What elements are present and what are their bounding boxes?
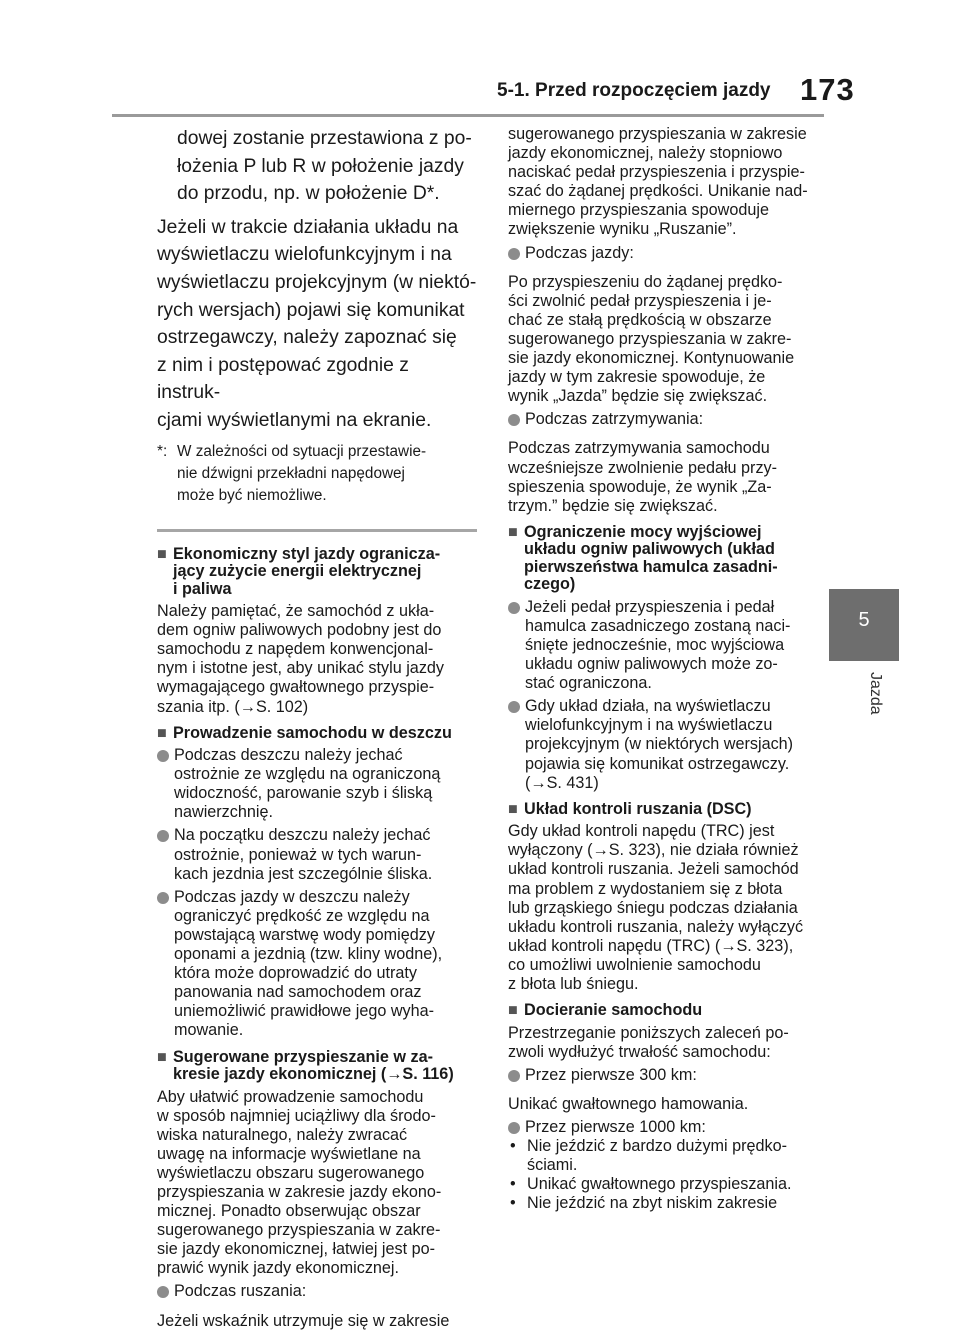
dsc-text (508, 822, 834, 994)
text-line: cjami wyświetlanymi na ekranie. (157, 409, 432, 431)
text-line: co umożliwi uwolnienie samochodu (508, 955, 761, 974)
text-line: Na początku deszczu należy jechać (174, 826, 431, 845)
text-line: wyświetlaczu obszaru sugerowanego (157, 1163, 425, 1182)
heading-text: Docieranie samochodu (524, 1001, 703, 1020)
text-line: Należy pamiętać, że samochód z ukła- (157, 602, 435, 621)
text-line: Unikać gwałtownego przyspieszania. (527, 1175, 792, 1194)
text-line: czego) (524, 575, 576, 594)
bullet-text: Podczas zatrzymywania: (525, 410, 704, 429)
intro-paragraph (157, 125, 477, 208)
text-line: kresie jazdy ekonomicznej (→S. 116) (173, 1065, 454, 1083)
text-line: dem ogniw paliwowych podobny jest do (157, 621, 442, 640)
round-bullet-icon (157, 1282, 174, 1301)
text-line: jazdy ekonomicznej, należy stopniowo (508, 144, 783, 163)
text-line: Po przyspieszeniu do żądanej prędko- (508, 272, 783, 291)
square-bullet-icon: ■ (157, 723, 167, 742)
text-line: układu kontroli ruszania, należy wyłączyć (508, 917, 804, 936)
text-line: Unikać gwałtownego hamowania. (508, 1094, 749, 1113)
text-line: sie jazdy ekonomicznej. Kontynuowanie (508, 349, 795, 368)
text-line: może być niemożliwe. (177, 486, 327, 504)
text-line: Jeżeli pedał przyspieszenia i pedał (525, 597, 775, 616)
square-bullet-icon: ■ (508, 1001, 518, 1020)
text-line: ostrożnie ze względu na ograniczoną (174, 765, 441, 784)
right-column (508, 125, 834, 1213)
text-line: Podczas zatrzymywania samochodu (508, 439, 770, 458)
text-line: projekcyjnym (w niektórych wersjach) (525, 735, 794, 754)
text-line: spieszenia spowoduje, że wynik „Za- (508, 477, 772, 496)
text-line: wyłączony (→S. 323), nie działa również (508, 841, 799, 860)
text-line: ściami. (527, 1156, 578, 1175)
text-line: do przodu, np. w położenie D*. (177, 183, 440, 205)
text-line: nie dźwigni przekładni napędowej (177, 464, 405, 482)
text-line: szania itp. (→S. 102) (157, 697, 309, 716)
text-line: układu ogniw paliwowych (układ (524, 540, 775, 559)
chapter-number: 5 (858, 609, 870, 631)
text-line: oponami a jezdnią (tzw. kliny wodne), (174, 945, 443, 964)
round-bullet-icon (157, 888, 174, 1041)
heading-text: Układ kontroli ruszania (DSC) (524, 799, 752, 818)
text-line: prawić wynik jazdy ekonomicznej. (157, 1259, 400, 1278)
drive-text (508, 273, 834, 407)
text-line: układ kontroli ruszania. Jeżeli samochód (508, 860, 799, 879)
text-line: zwiększenie wyniku „Ruszanie”. (508, 220, 737, 239)
text-line: układ kontroli napędu (TRC) (→S. 323), (508, 936, 794, 955)
text-line: Nie jeździć na zbyt niskim zakresie (527, 1194, 778, 1213)
text-line: mowanie. (174, 1021, 244, 1040)
text-line: pojawia się komunikat ostrzegawczy. (525, 754, 790, 773)
break-in-heading (508, 1002, 834, 1020)
first-300km-bullet (508, 1066, 834, 1085)
text-line: samochodu z napędem konwencjonal- (157, 640, 434, 659)
list-bullet: • (510, 1137, 516, 1156)
text-line: zwoli wydłużyć trwałość samochodu: (508, 1042, 771, 1061)
round-bullet-icon (508, 410, 525, 429)
section-divider (157, 529, 477, 532)
text-line: (→S. 431) (525, 773, 599, 792)
square-bullet-icon: ■ (508, 522, 518, 541)
text-line: łożenia P lub R w położenie jazdy (177, 155, 464, 177)
power-bullet-1 (508, 598, 834, 693)
text-line: śnięte jednocześnie, moc wyjściowa (525, 635, 785, 654)
text-line: wielofunkcyjnym i na wyświetlaczu (525, 716, 773, 735)
text-line: Przestrzeganie poniższych zaleceń po- (508, 1023, 789, 1042)
text-line: Nie jeździć z bardzo dużymi prędko- (527, 1137, 788, 1156)
start-text (157, 1312, 477, 1331)
power-bullet-2 (508, 697, 834, 792)
rain-bullet-3 (157, 888, 477, 1041)
rain-bullet-2 (157, 826, 477, 883)
text-line: z nim i postępować zgodnie z instruk- (157, 354, 409, 404)
text-line: wyświetlaczu projekcyjnym (w niektó- (157, 271, 477, 293)
text-line: chać ze stałą prędkością w obszarze (508, 310, 772, 329)
text-line: hamulca zasadniczego zostaną naci- (525, 616, 791, 635)
bullet-text: Przez pierwsze 300 km: (525, 1065, 697, 1084)
text-line: wymagającego gwałtownego przyspie- (157, 678, 435, 697)
text-line: panowania nad samochodem oraz (174, 983, 422, 1002)
text-line: wiska naturalnego, należy zwracać (157, 1125, 408, 1144)
start-continued (508, 125, 834, 240)
text-line: W zależności od sytuacji przestawie- (177, 442, 427, 460)
text-line: lub grząskiego śniegu podczas działania (508, 898, 798, 917)
start-bullet (157, 1282, 477, 1301)
round-bullet-icon (508, 1066, 525, 1085)
text-line: w sposób najmniej uciążliwy dla środo- (157, 1106, 436, 1125)
text-line: wcześniejsze zwolnienie pedału przy- (508, 458, 778, 477)
text-line: dowej zostanie przestawiona z po- (177, 128, 472, 149)
eco-heading (157, 546, 477, 599)
text-line: która może doprowadzić do utraty (174, 964, 417, 983)
text-line: sugerowanego przyspieszania w zakresie (508, 125, 807, 143)
list-bullet: • (510, 1194, 516, 1213)
text-line: ostrożnie, ponieważ w tych warun- (174, 845, 422, 864)
first-1000km-bullet (508, 1118, 834, 1137)
round-bullet-icon (157, 826, 174, 883)
text-line: rych wersjach) pojawi się komunikat (157, 299, 465, 321)
text-line: kach jezdnia jest szczególnie śliska. (174, 864, 433, 883)
text-line: i paliwa (173, 579, 232, 598)
footnote-mark: *: (157, 442, 168, 460)
list-item (508, 1175, 834, 1194)
text-line: trzym.” będzie się zwiększać. (508, 496, 718, 515)
rain-heading (157, 725, 477, 743)
text-line: Ograniczenie mocy wyjściowej (524, 522, 762, 541)
text-line: Podczas jazdy w deszczu należy (174, 887, 410, 906)
page-number: 173 (800, 72, 855, 107)
round-bullet-icon (508, 697, 525, 792)
rain-bullet-1 (157, 746, 477, 822)
list-item (508, 1194, 834, 1213)
text-line: ograniczyć prędkość ze względu na (174, 906, 430, 925)
eco-text (157, 602, 477, 717)
text-line: sugerowanego przyspieszania w zakre- (508, 329, 792, 348)
left-column (157, 125, 477, 1331)
text-line: nym i istotne jest, aby unikać stylu jazdy (157, 659, 445, 678)
text-line: wyświetlaczu wielofunkcyjnym i na (157, 244, 452, 266)
round-bullet-icon (508, 598, 525, 693)
header-rule (112, 114, 824, 117)
round-bullet-icon (157, 746, 174, 822)
text-line: micznej. Ponadto obserwując obszar (157, 1202, 421, 1221)
stop-text (508, 439, 834, 515)
text-line: sie jazdy ekonomicznej, łatwiej jest po- (157, 1240, 436, 1259)
text-line: powstającą warstwę wody pomiędzy (174, 925, 435, 944)
round-bullet-icon (508, 1118, 525, 1137)
text-line: Sugerowane przyspieszanie w za- (173, 1047, 433, 1066)
accel-heading (157, 1049, 477, 1084)
chapter-tab[interactable] (829, 589, 899, 661)
drive-bullet (508, 244, 834, 263)
text-line: Ekonomiczny styl jazdy ogranicza- (173, 544, 441, 563)
bullet-text: Podczas ruszania: (174, 1282, 307, 1301)
text-line: Aby ułatwić prowadzenie samochodu (157, 1087, 424, 1106)
section-title: 5-1. Przed rozpoczęciem jazdy (497, 80, 771, 101)
accel-text (157, 1088, 477, 1279)
footnote (157, 441, 477, 507)
text-line: jazdy w tym zakresie spowoduje, że (508, 368, 766, 387)
list-bullet: • (510, 1175, 516, 1194)
text-line: układu ogniw paliwowych może zo- (525, 655, 778, 674)
text-line: wynik „Jazda” będzie się zwiększać. (508, 387, 768, 406)
list-item (508, 1137, 834, 1175)
text-line: jący zużycie energii elektrycznej (173, 562, 422, 581)
first-300km-text (508, 1095, 834, 1114)
text-line: pierwszeństwa hamulca zasadni- (524, 557, 778, 576)
text-line: sugerowanego przyspieszania w zakre- (157, 1221, 441, 1240)
round-bullet-icon (508, 244, 525, 263)
break-in-text (508, 1024, 834, 1062)
heading-text: Prowadzenie samochodu w deszczu (173, 723, 452, 742)
text-line: Jeżeli wskaźnik utrzymuje się w zakresie (157, 1311, 450, 1330)
text-line: ści zwolnić pedał przyspieszenia i je- (508, 291, 772, 310)
text-line: Podczas deszczu należy jechać (174, 746, 403, 765)
bullet-text: Przez pierwsze 1000 km: (525, 1117, 706, 1136)
square-bullet-icon: ■ (508, 799, 518, 818)
chapter-label: Jazda (867, 672, 884, 715)
square-bullet-icon: ■ (157, 1047, 167, 1066)
stop-bullet (508, 410, 834, 429)
text-line: miernego przyspieszania spowoduje (508, 201, 769, 220)
warning-paragraph (157, 214, 477, 435)
text-line: Gdy układ kontroli napędu (TRC) jest (508, 822, 775, 841)
text-line: nawierzchnię. (174, 803, 273, 822)
square-bullet-icon: ■ (157, 544, 167, 563)
text-line: widoczność, parowanie szyb i śliską (174, 784, 433, 803)
bullet-text: Podczas jazdy: (525, 243, 634, 262)
text-line: Jeżeli w trakcie działania układu na (157, 216, 459, 238)
text-line: stać ograniczona. (525, 674, 652, 693)
text-line: uwagę na informacje wyświetlane na (157, 1144, 421, 1163)
text-line: szać do żądanej prędkości. Unikanie nad- (508, 182, 808, 201)
dsc-heading (508, 801, 834, 819)
text-line: ostrzegawczy, należy zapoznać się (157, 327, 457, 349)
text-line: naciskać pedał przyspieszenia i przyspie- (508, 163, 805, 182)
text-line: z błota lub śniegu. (508, 974, 639, 993)
text-line: Gdy układ działa, na wyświetlaczu (525, 697, 771, 716)
text-line: ma problem z wydostaniem się z błota (508, 879, 783, 898)
text-line: uniemożliwić prawidłowe jego wyha- (174, 1002, 435, 1021)
power-heading (508, 524, 834, 594)
text-line: przyspieszania w zakresie jazdy ekono- (157, 1182, 442, 1201)
